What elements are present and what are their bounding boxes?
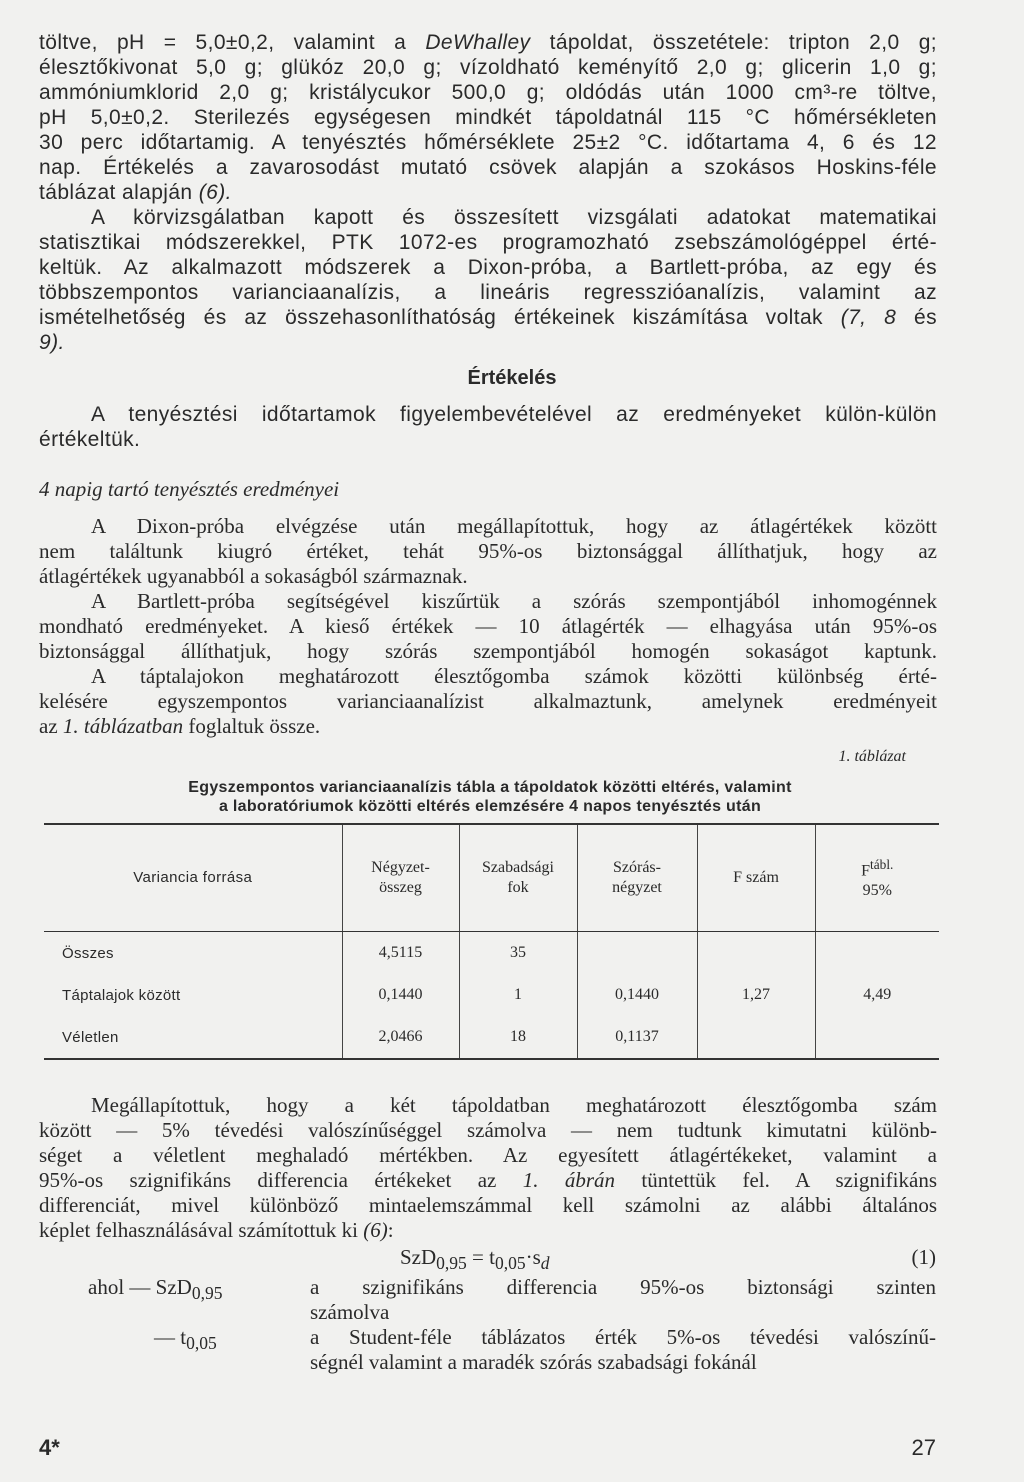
conclusion-line: séget a véletlent meghaladó mértékben. Az egyesített átlagértékeket, valamint a <box>39 1143 937 1167</box>
table-row <box>44 1016 939 1059</box>
results-line: A táptalajokon meghatározott élesztőgomba számok közötti különbség érté- <box>91 664 937 688</box>
cell-ms: 0,1137 <box>577 1016 697 1059</box>
table-header-row <box>44 824 939 932</box>
cell-f <box>697 1016 815 1059</box>
results-line: átlagértékek ugyanabból a sokaságból származnak. <box>39 564 468 588</box>
header-source: Variancia forrása <box>44 824 342 932</box>
cell-source: Összes <box>62 944 114 962</box>
definition-term: — $t_{0,05}$ <box>154 1325 217 1354</box>
caption-line: a laboratóriumok közötti eltérés elemzésére 4 napos tenyésztés után <box>218 798 762 815</box>
header-ss: Négyzet- összeg <box>342 824 459 932</box>
intro-line: táblázat alapján (6). <box>39 181 232 204</box>
definition-row <box>88 1325 936 1375</box>
results-line: biztonsággal állíthatjuk, hogy szórás szempontjából homogén sokaságot kaptunk. <box>39 639 937 663</box>
results-line: A Bartlett-próba segítségével kiszűrtük a szórás szempontjából inhomogénnek <box>91 589 937 613</box>
cell-ss: 0,1440 <box>342 974 459 1016</box>
definition-text: a szignifikáns differencia 95%-os biztonsági szinten számolva <box>310 1275 936 1324</box>
results-line: mondható eredményeket. A kieső értékek — 10 átlagérték — elhagyása után 95%-os <box>39 614 937 638</box>
results-line: nem találtunk kiugró értéket, tehát 95%-os biztonsággal állíthatjuk, hogy az <box>39 539 937 563</box>
conclusion-line: 95%-os szignifikáns differencia értékeket az 1. ábrán tüntettük fel. A szignifikáns <box>39 1168 937 1192</box>
conclusion-line: Megállapítottuk, hogy a két tápoldatban meghatározott élesztőgomba szám <box>91 1093 937 1117</box>
results-line: kelésére egyszempontos varianciaanalízist alkalmaztunk, amelynek eredményeit <box>39 689 937 713</box>
intro-line: töltve, pH = 5,0±0,2, valamint a DeWhalley tápoldat, összetétele: tripton 2,0 g; <box>39 31 938 54</box>
cell-df: 1 <box>459 974 577 1016</box>
table-caption <box>0 778 980 816</box>
cell-ftab: 4,49 <box>815 974 939 1016</box>
methods-line: 9). <box>39 331 65 354</box>
intro-line: 30 perc időtartamig. A tenyésztés hőmérséklete 25±2 °C. időtartama 4, 6 és 12 <box>39 131 937 154</box>
header-ms: Szórás- négyzet <box>577 824 697 932</box>
body-text-top <box>39 30 937 355</box>
table-row <box>44 974 939 1016</box>
subsection-heading: 4 napig tartó tenyésztés eredményei <box>39 477 340 501</box>
eval-line: értékeltük. <box>39 428 141 451</box>
intro-line: ammóniumklorid 2,0 g; kristálycukor 500,0 g; oldódás után 1000 cm³-re töltve, <box>39 81 937 104</box>
table-row <box>44 932 939 975</box>
header-df: Szabadsági fok <box>459 824 577 932</box>
intro-line: nap. Értékelés a zavarosodást mutató csövek alapján a szokásos Hoskins-féle <box>39 156 937 179</box>
conclusion-line: között — 5% tévedési valószínűséggel számolva — nem tudtunk kimutatni különb- <box>39 1118 937 1142</box>
cell-df: 18 <box>459 1016 577 1059</box>
header-f: F szám <box>697 824 815 932</box>
section-heading: Értékelés <box>467 367 557 389</box>
eval-line: A tenyésztési időtartamok figyelembevételével az eredményeket külön-külön <box>91 403 937 426</box>
results-line: A Dixon-próba elvégzése után megállapítottuk, hogy az átlagértékek között <box>91 514 937 538</box>
definition-row <box>88 1275 936 1325</box>
cell-f: 1,27 <box>697 974 815 1016</box>
anova-table <box>44 823 939 1060</box>
conclusion-text <box>39 1093 937 1243</box>
cell-ftab <box>815 1016 939 1059</box>
methods-line: többszempontos varianciaanalízis, a lineáris regresszióanalízis, valamint az <box>39 281 937 304</box>
formula-number: (1) <box>911 1245 936 1269</box>
cell-source: Táptalajok között <box>62 986 181 1004</box>
cell-ms <box>577 932 697 975</box>
conclusion-line: képlet felhasználásával számítottuk ki (6): <box>39 1218 394 1242</box>
intro-line: élesztőkivonat 5,0 g; glükóz 20,0 g; vízoldható keményítő 2,0 g; glicerin 1,0 g; <box>39 56 937 79</box>
formula: $SzD_{0,95} = t_{0,05}\cdot s_d$ <box>400 1245 550 1274</box>
intro-line: pH 5,0±0,2. Sterilezés egységesen mindkét tápoldatnál 115 °C hőmérsékleten <box>39 106 937 129</box>
results-line: az 1. táblázatban foglaltuk össze. <box>39 714 321 738</box>
cell-ftab <box>815 932 939 975</box>
subsection <box>39 477 937 502</box>
definition-term: ahol — SzD$_{0,95}$ <box>88 1275 223 1304</box>
cell-ss: 2,0466 <box>342 1016 459 1059</box>
header-ftab: $F^{tábl.}$ 95% <box>815 824 939 932</box>
signature-mark: 4* <box>39 1435 60 1460</box>
methods-line: ismételhetőség és az összehasonlíthatóság értékeinek kiszámítása voltak (7, 8 és <box>39 306 938 329</box>
methods-line: statisztikai módszerekkel, PTK 1072-es programozható zsebszámológéppel érté- <box>39 231 937 254</box>
table-label: 1. táblázat <box>838 748 906 765</box>
results-text <box>39 514 937 739</box>
page-number: 27 <box>911 1435 936 1460</box>
methods-line: A körvizsgálatban kapott és összesített vizsgálati adatokat matematikai <box>91 206 937 229</box>
cell-source: Véletlen <box>44 1016 342 1059</box>
caption-line: Egyszempontos varianciaanalízis tábla a tápoldatok közötti eltérés, valamint <box>188 779 792 796</box>
cell-ms: 0,1440 <box>577 974 697 1016</box>
evaluation-text <box>39 402 937 452</box>
cell-ss: 4,5115 <box>342 932 459 975</box>
cell-df: 35 <box>459 932 577 975</box>
definitions <box>88 1275 936 1375</box>
conclusion-line: differenciát, mivel különböző mintaelemszámmal kell számolni az alábbi általános <box>39 1193 937 1217</box>
definition-text: a Student-féle táblázatos érték 5%-os tévedési valószínű- ségnél valamint a maradék szórás szabadsági fokánál <box>310 1325 936 1374</box>
cell-f <box>697 932 815 975</box>
methods-line: keltük. Az alkalmazott módszerek a Dixon-próba, a Bartlett-próba, az egy és <box>39 256 937 279</box>
